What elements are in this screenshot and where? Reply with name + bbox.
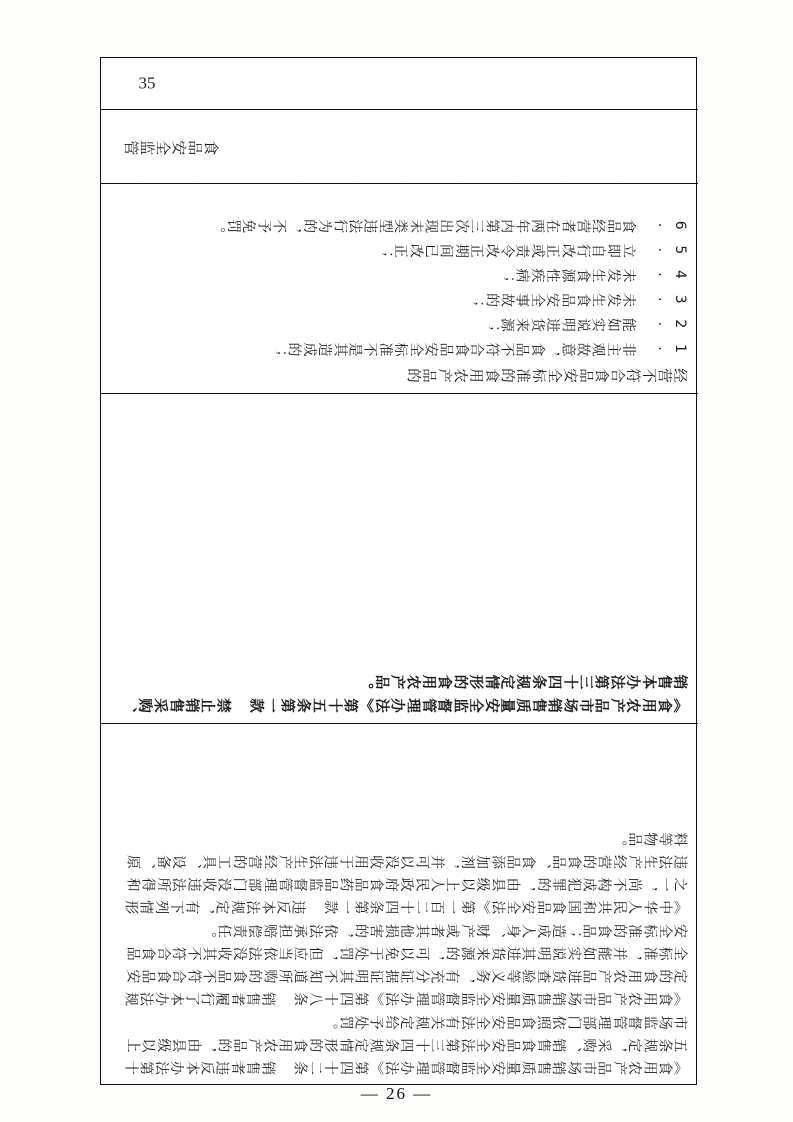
list-item: 《食用农产品市场销售质量安全监督管理办法》第四十八条 销售者履行了本办法规定的食用农产品进货查验等义务，有充分证据证明其不知道所购的食品不符合食品安全标准，并能如实说明其进货来源的，可以免于处罚，但应当依法没收其不符合食品安全标准的食品；造成人身、财产或者其他损害的，依法承担赔偿责任。 [123, 921, 688, 1006]
category-label: 食品安全监管 [123, 138, 219, 157]
violation-description: 经营不符合食品安全标准的食用农产品的 [405, 366, 688, 382]
items-list [111, 192, 688, 385]
list-item: 3. 未发生食品安全事故的； [469, 291, 688, 308]
list-item: 6. 食品经营者在两年内第三次出现未类型违法行为的，不予免罚。 [210, 217, 688, 234]
table-cell-index [101, 58, 698, 110]
table-cell-category [101, 110, 698, 184]
list-item: 《中华人民共和国食品安全法》第一百二十四条第一款 违反本法规定，有下列情形之一，尚不构成犯罪的，由县级以上人民政府食品药品监督管理部门没收违法所得和违法生产经营的食品、食品添加剂，并可以没收用于违法生产经营的工具、设备、原料等物品。 [123, 830, 688, 915]
table-cell-legal-basis-primary [101, 394, 698, 724]
table-rotated-content [101, 58, 698, 1086]
list-item: 《食用农产品市场销售质量安全监督管理办法》第十五条第一款 禁止销售采购、销售本办法第三十四条规定情形的食用农产品。 [121, 672, 688, 712]
list-item: 1. 非主观故意，食品不符合食品安全标准不是其造成的； [271, 340, 688, 357]
table-cell-violation-and-items [101, 184, 698, 394]
table-cell-legal-basis-secondary [101, 724, 698, 1086]
legal-basis-primary-list [111, 402, 688, 715]
page-number: — 26 — [360, 1084, 433, 1103]
row-index-number: 35 [138, 73, 156, 93]
list-item: 5. 立即自行改正或责令改正期间已改正； [378, 241, 688, 258]
discretion-standard-table [100, 57, 697, 1085]
legal-basis-secondary-list [111, 732, 688, 1078]
list-item: 《食用农产品市场销售质量安全监督管理办法》第四十二条 销售者违反本办法第十五条规定，采购、销售食品安全法第三十四条规定情形的食用农产品的，由县级以上市场监督管理部门依照食品安全法有关规定给予处罚。 [123, 1013, 688, 1075]
list-item: 2. 能如实说明进货来源； [484, 315, 688, 332]
list-item: 4. 未发生食源性疾病； [499, 266, 688, 283]
